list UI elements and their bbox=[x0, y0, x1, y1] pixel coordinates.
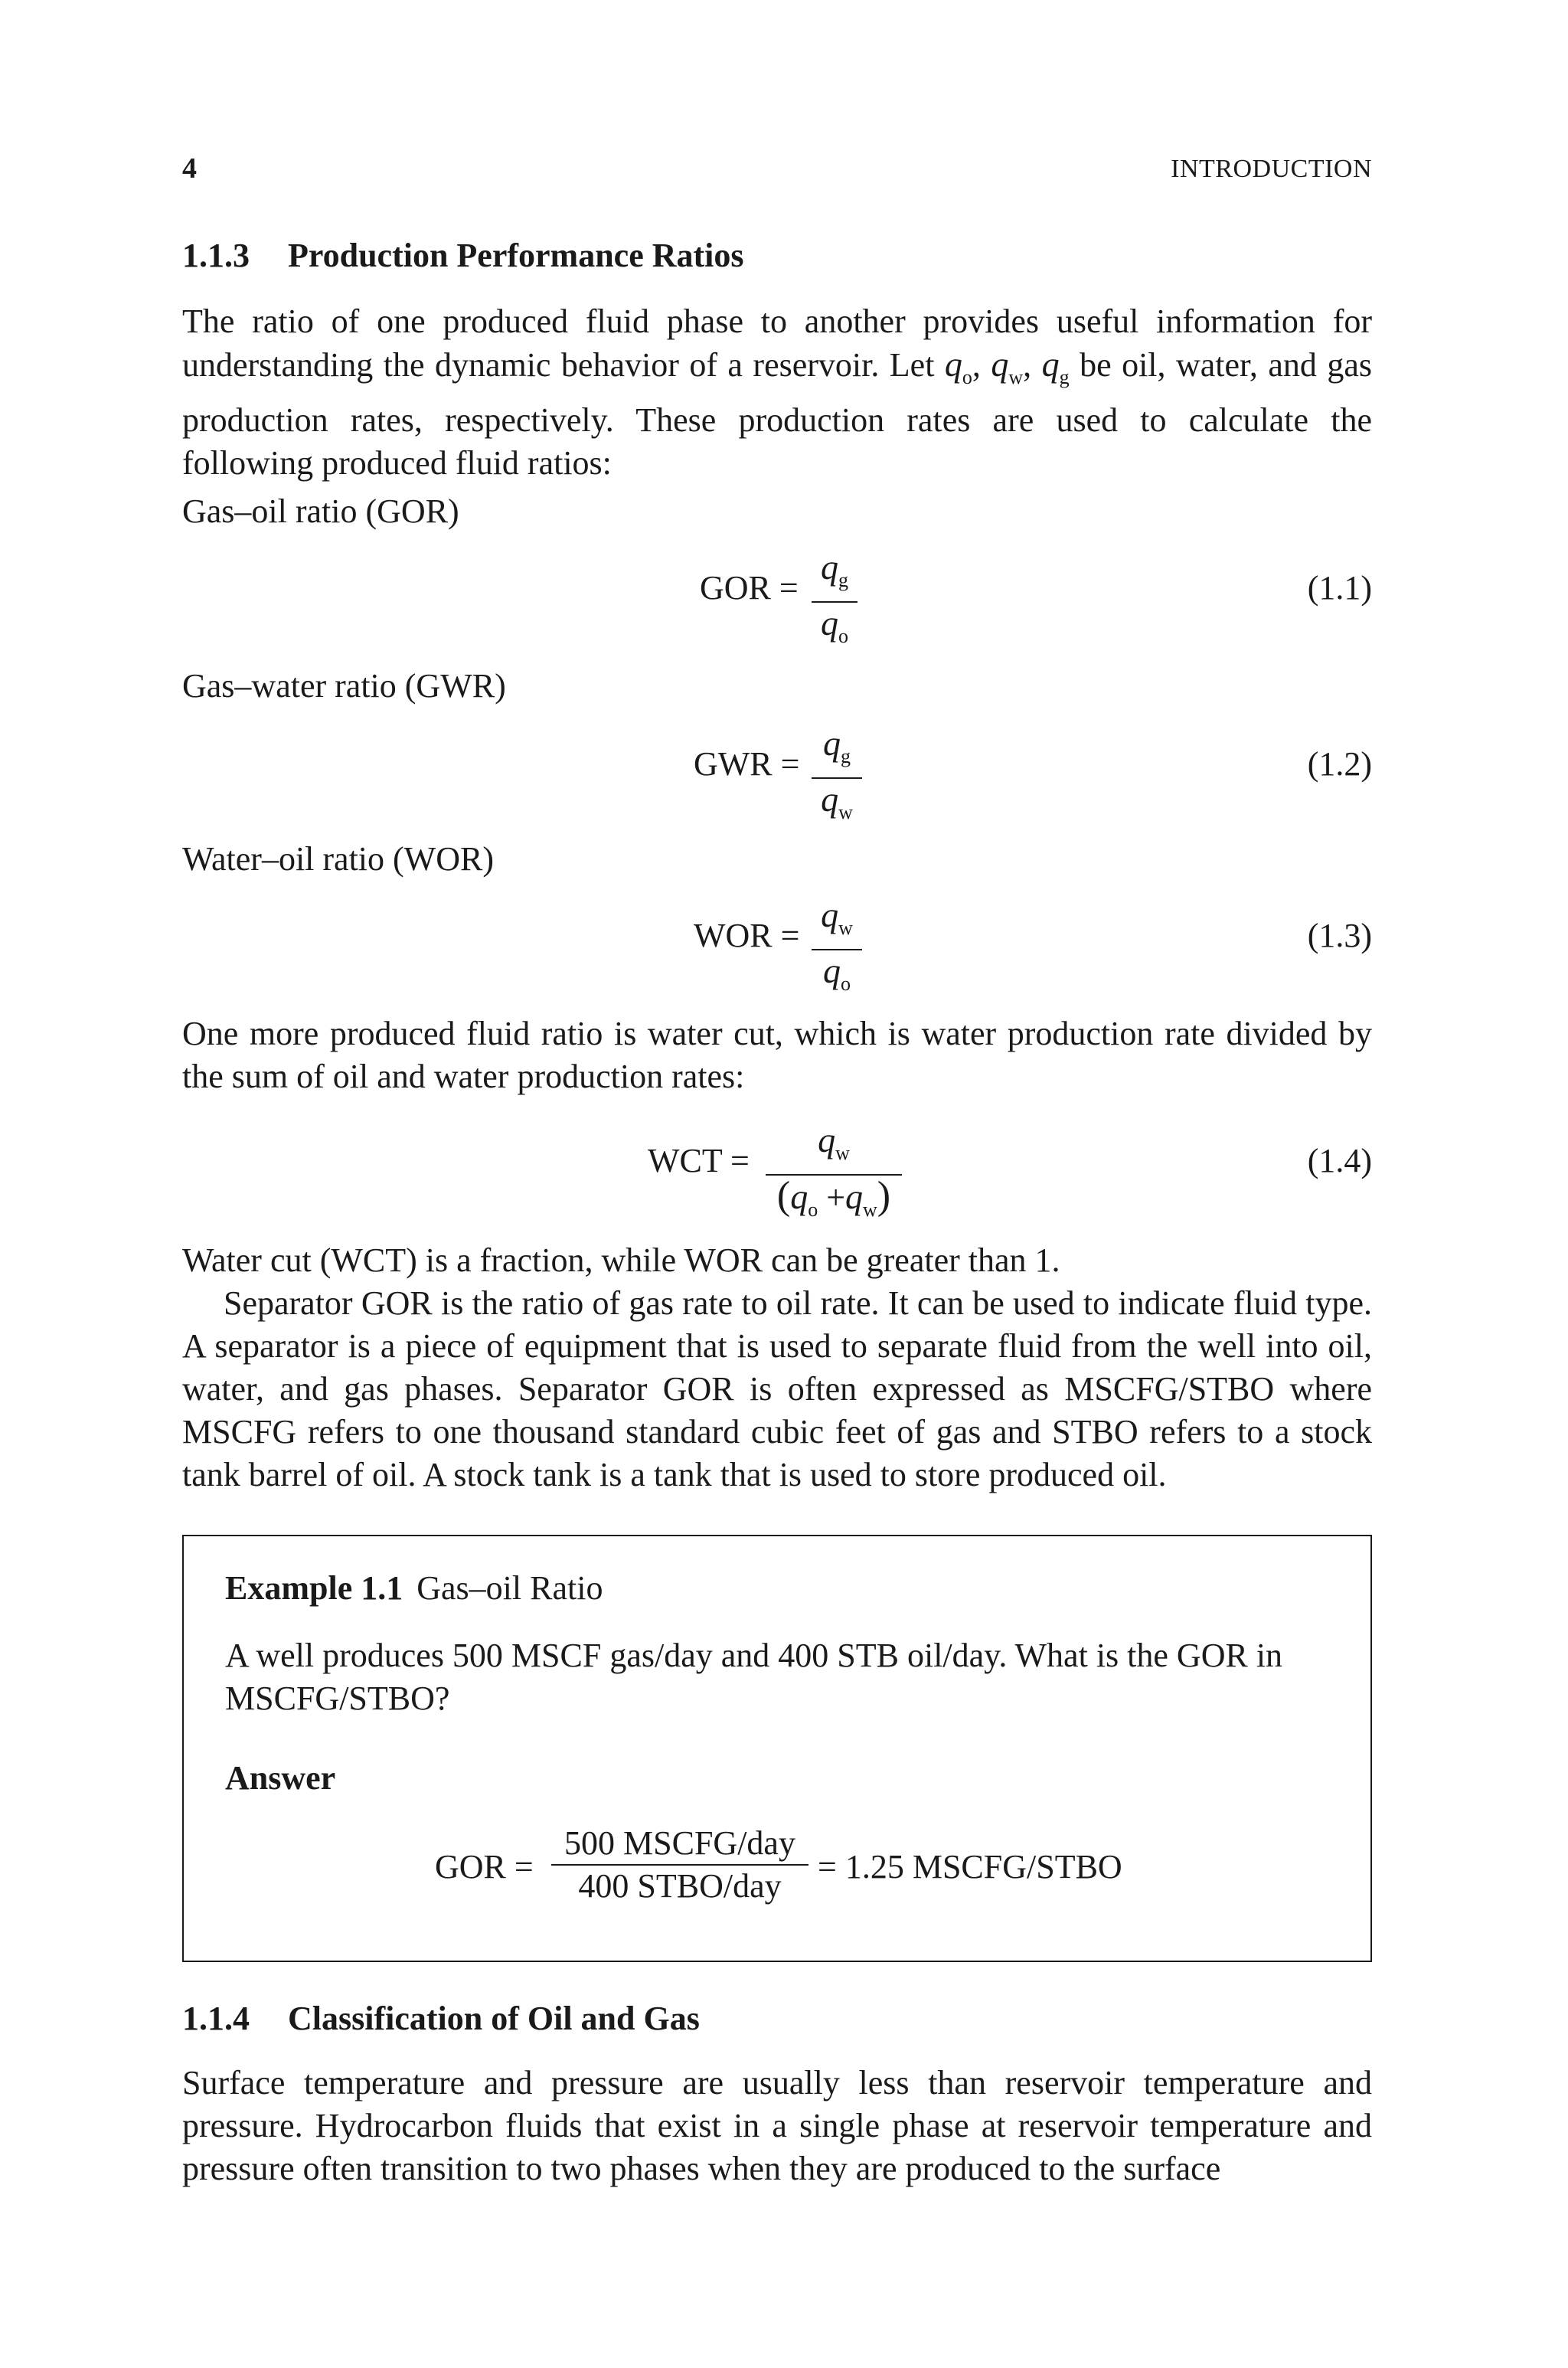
symbol-q: q bbox=[821, 895, 839, 934]
comma: , bbox=[972, 346, 991, 384]
fraction-denominator: 400 STBO/day bbox=[578, 1867, 782, 1905]
equation-result: = 1.25 MSCFG/STBO bbox=[818, 1848, 1122, 1886]
subscript-w: w bbox=[1008, 366, 1024, 388]
fraction-bar bbox=[551, 1864, 808, 1866]
subscript-w: w bbox=[838, 801, 853, 823]
example-question: A well produces 500 MSCF gas/day and 400 STB oil/day. What is the GOR in MSCFG/STBO? bbox=[225, 1637, 1283, 1717]
example-equation bbox=[184, 1820, 1370, 1927]
symbol-q: q bbox=[991, 345, 1009, 384]
example-box bbox=[182, 1535, 1372, 1962]
equation-1-4 bbox=[182, 1120, 1372, 1221]
fraction-numerator: 500 MSCFG/day bbox=[564, 1824, 795, 1862]
fraction-bar bbox=[812, 949, 862, 950]
subscript-w: w bbox=[835, 1142, 850, 1164]
equation-number: (1.1) bbox=[1307, 569, 1372, 607]
equation-lhs: WCT = bbox=[648, 1142, 750, 1179]
section-number: 1.1.3 bbox=[182, 237, 250, 274]
equation-1-2 bbox=[182, 724, 1372, 823]
fraction bbox=[812, 548, 858, 656]
symbol-q: q bbox=[790, 1177, 808, 1216]
symbol-q: q bbox=[944, 345, 962, 384]
subscript-o: o bbox=[838, 625, 848, 647]
classification-paragraph: Surface temperature and pressure are usually less than reservoir temperature and pressure. Hydrocarbon fluids that exist in a single phase at reservoir temperature and pressure often transition to two phases when they are produced to the surface bbox=[182, 2064, 1372, 2187]
fraction-bar bbox=[812, 777, 862, 779]
water-cut-intro: One more produced fluid ratio is water cut, which is water production rate divided by the sum of oil and water production rates: bbox=[182, 1015, 1372, 1095]
symbol-q: q bbox=[1041, 345, 1060, 384]
fraction bbox=[812, 896, 862, 1003]
equation-1-3 bbox=[182, 895, 1372, 995]
subscript-w: w bbox=[863, 1199, 877, 1221]
subscript-w: w bbox=[838, 917, 853, 939]
running-head: INTRODUCTION bbox=[1171, 155, 1372, 183]
equation-number: (1.4) bbox=[1307, 1142, 1372, 1179]
right-paren: ) bbox=[877, 1174, 891, 1218]
subscript-o: o bbox=[841, 973, 851, 995]
subscript-g: g bbox=[1059, 366, 1070, 388]
wor-label: Water–oil ratio (WOR) bbox=[182, 840, 494, 878]
page-number: 4 bbox=[182, 152, 197, 185]
section-number: 1.1.4 bbox=[182, 2000, 250, 2037]
equation-lhs: GWR = bbox=[694, 745, 800, 783]
left-paren: ( bbox=[776, 1174, 791, 1218]
example-title: Gas–oil Ratio bbox=[416, 1569, 603, 1607]
fraction bbox=[812, 724, 862, 832]
symbol-q: q bbox=[823, 724, 841, 763]
separator-gor-paragraph: Separator GOR is the ratio of gas rate to oil rate. It can be used to indicate fluid type. A separator is a piece of equipment that is used to separate fluid from the well into oil, water, and gas phases. Separator GOR is often expressed as MSCFG/STBO where MSCFG refers to one thousand standard cubic feet of gas and STBO refers to a stock tank barrel of oil. A stock tank is a tank that is used to store produced oil. bbox=[182, 1284, 1372, 1493]
fraction bbox=[766, 1121, 902, 1229]
fraction bbox=[551, 1824, 808, 1905]
equation-lhs: WOR = bbox=[694, 917, 800, 954]
intro-text-end: be oil, water, and gas production rates, respectively. These production rates are used to calculate the following produced fluid ratios: bbox=[182, 346, 1373, 482]
symbol-q: q bbox=[823, 951, 841, 990]
plus-sign: + bbox=[826, 1179, 846, 1216]
subscript-o: o bbox=[962, 366, 972, 388]
equation-lhs: GOR = bbox=[700, 569, 799, 607]
section-title: Production Performance Ratios bbox=[288, 237, 744, 274]
equation-number: (1.2) bbox=[1307, 745, 1372, 783]
symbol-q: q bbox=[821, 780, 839, 819]
symbol-q: q bbox=[821, 548, 838, 587]
gor-label: Gas–oil ratio (GOR) bbox=[182, 492, 459, 530]
page-header bbox=[182, 152, 1372, 198]
equation-1-1 bbox=[182, 548, 1372, 647]
answer-heading: Answer bbox=[225, 1759, 336, 1797]
intro-paragraph bbox=[182, 300, 1372, 485]
equation-lhs: GOR = bbox=[435, 1848, 534, 1886]
symbol-q: q bbox=[818, 1120, 836, 1159]
example-heading bbox=[225, 1568, 603, 1608]
symbol-q: q bbox=[845, 1177, 864, 1216]
example-label: Example 1.1 bbox=[225, 1569, 403, 1607]
symbol-q: q bbox=[821, 603, 838, 643]
equation-number: (1.3) bbox=[1307, 917, 1372, 954]
fraction-bar bbox=[812, 601, 858, 603]
comma: , bbox=[1023, 346, 1042, 384]
intro-text-start: The ratio of one produced fluid phase to another provides useful information for understanding the dynamic behavior of a reservoir. Let bbox=[182, 303, 1372, 384]
water-cut-note: Water cut (WCT) is a fraction, while WOR can be greater than 1. bbox=[182, 1241, 1060, 1279]
subscript-o: o bbox=[808, 1199, 818, 1221]
gwr-label: Gas–water ratio (GWR) bbox=[182, 667, 506, 705]
section-title: Classification of Oil and Gas bbox=[288, 2000, 700, 2037]
subscript-g: g bbox=[841, 745, 851, 767]
subscript-g: g bbox=[838, 569, 848, 591]
section-heading-1-1-4 bbox=[182, 1999, 700, 2038]
section-heading-1-1-3 bbox=[182, 236, 744, 275]
